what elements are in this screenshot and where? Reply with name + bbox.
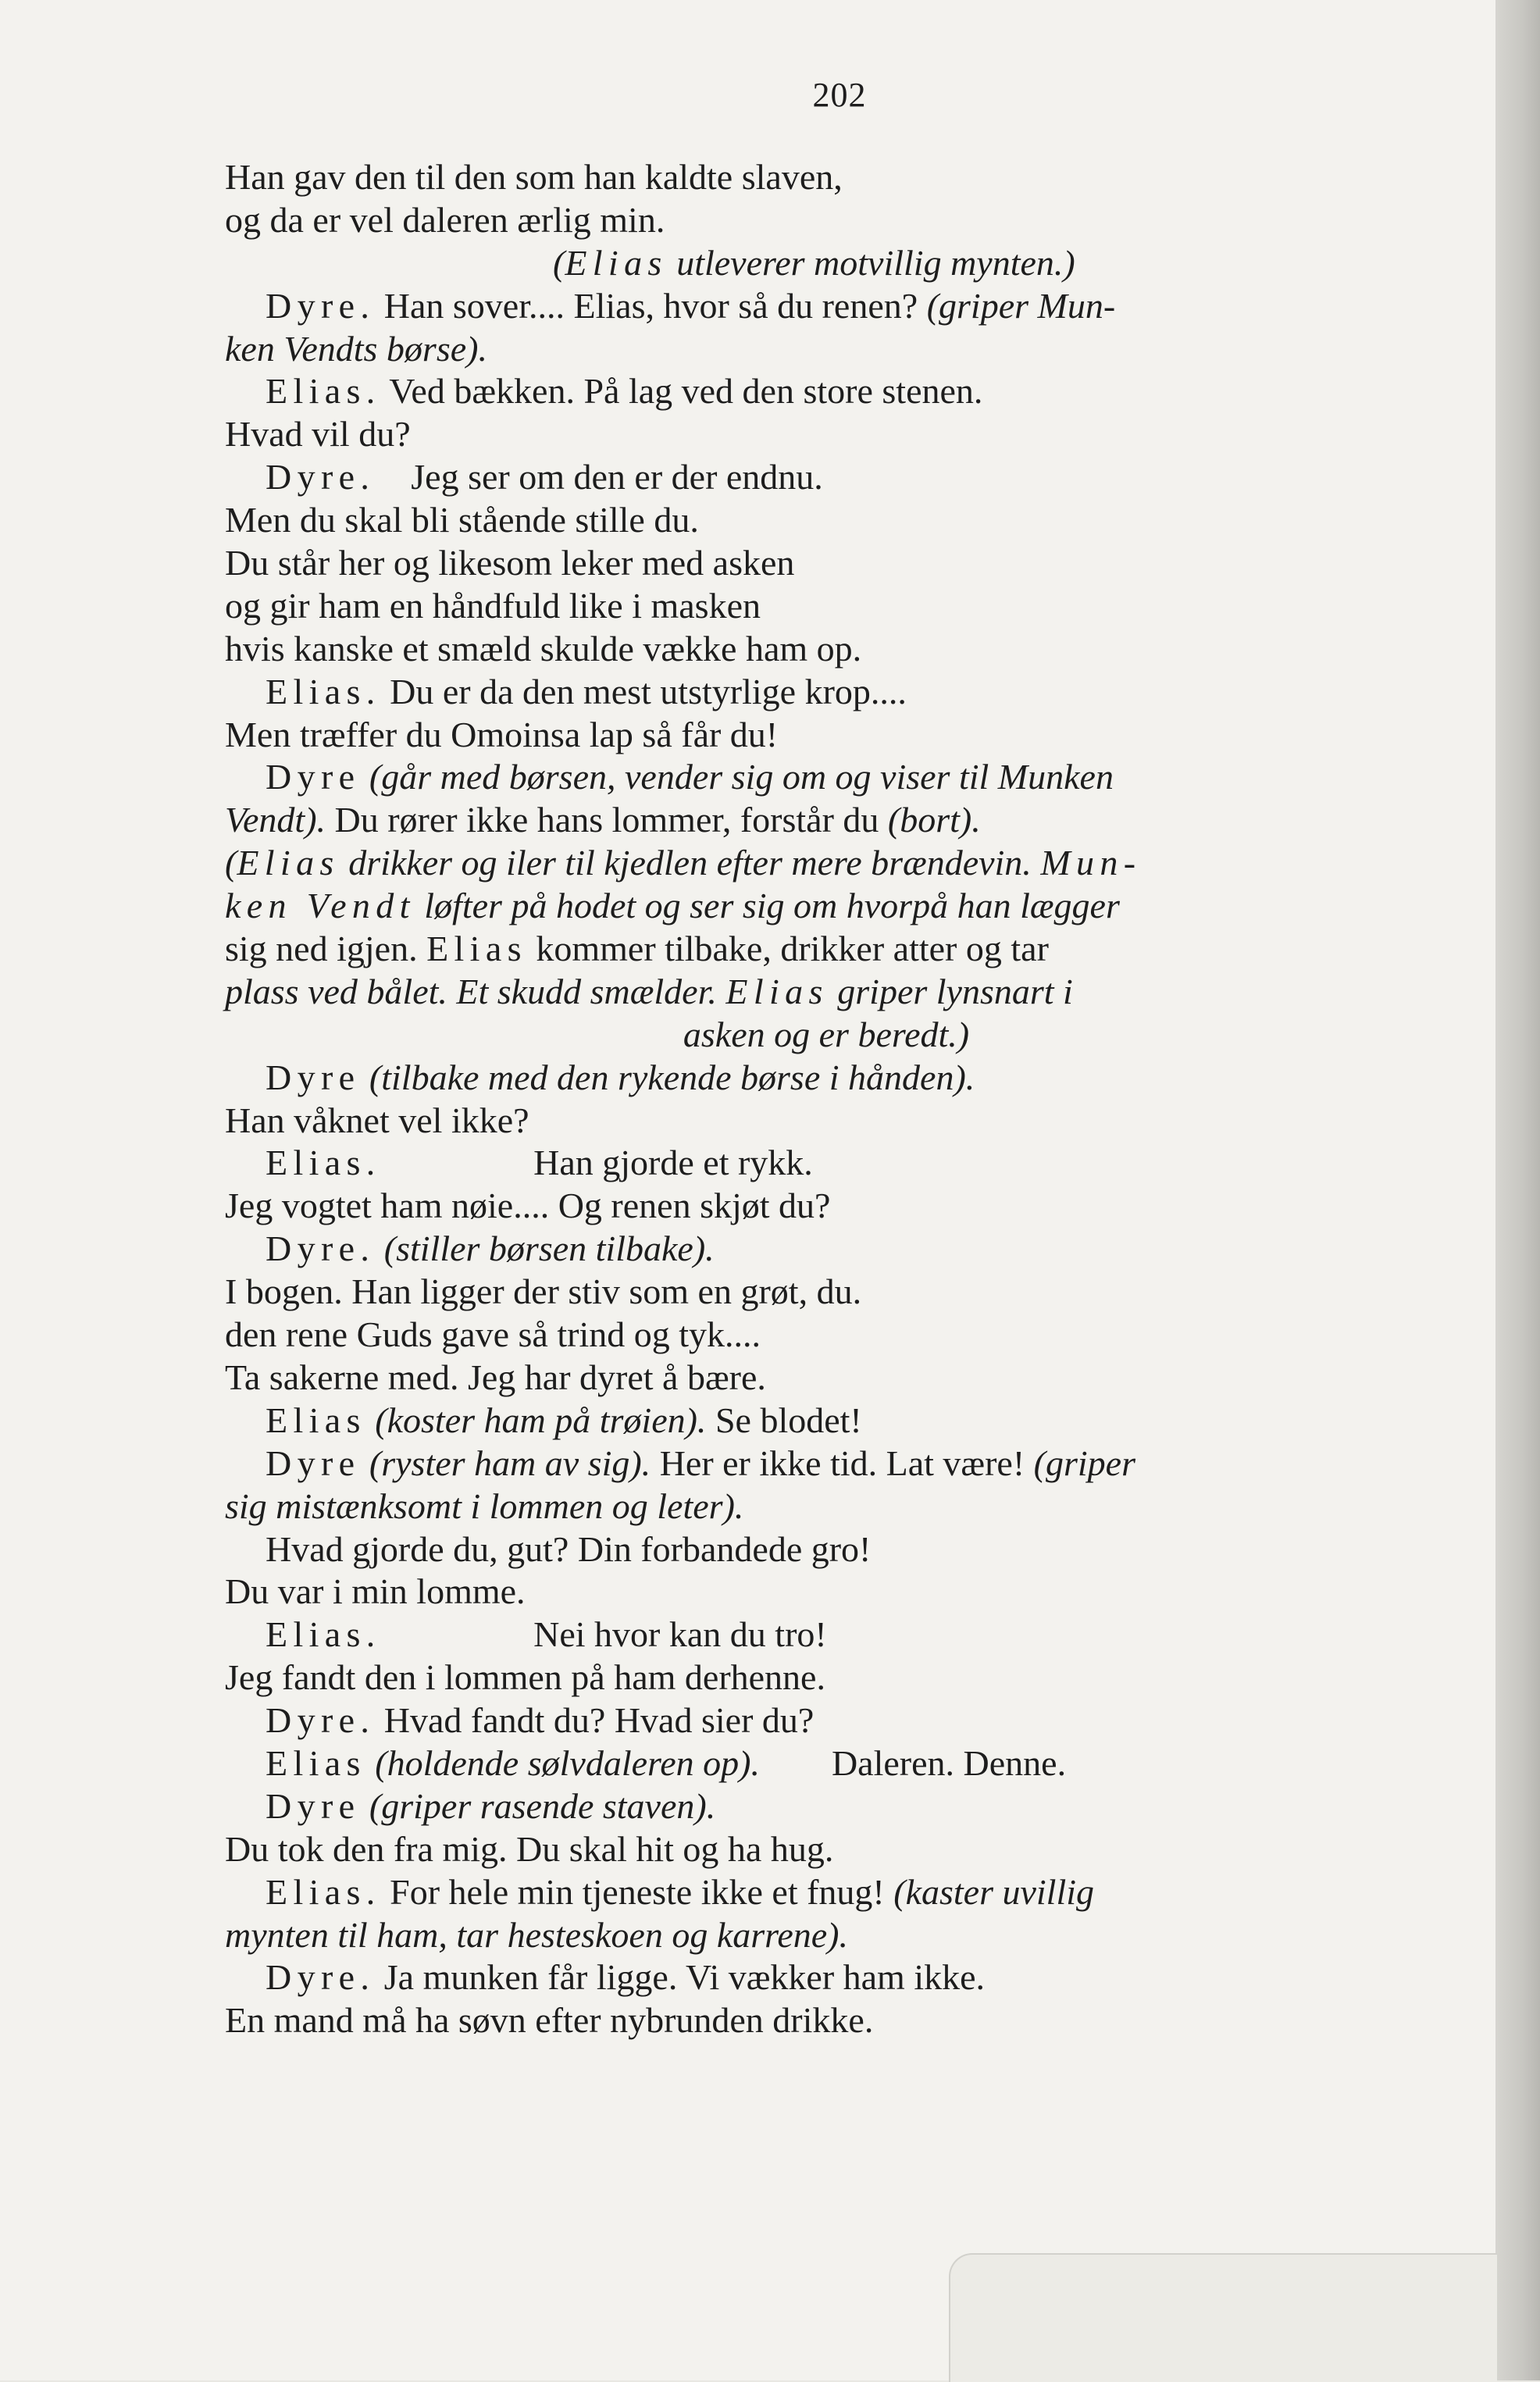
speaker-name: Elias — [565, 242, 668, 283]
stage-direction: (griper rasende staven). — [360, 1785, 716, 1826]
dialogue-text: Du tok den fra mig. Du skal hit og ha hug. — [225, 1828, 834, 1869]
dialogue-text: Hvad gjorde du, gut? Din forbandede gro! — [266, 1528, 872, 1569]
speaker-name: Dyre. — [266, 1228, 376, 1269]
stage-direction: utleverer motvillig mynten.) — [667, 242, 1075, 283]
text-line — [225, 671, 1428, 714]
text-line — [225, 156, 1428, 199]
dialogue-text: Nei hvor kan du tro! — [380, 1614, 827, 1655]
speaker-name: Elias — [426, 929, 527, 969]
speaker-name: Dyre. — [266, 1700, 376, 1741]
text-line — [225, 1656, 1428, 1699]
stage-direction: (ryster ham av sig). — [360, 1442, 651, 1483]
text-line — [225, 1057, 1428, 1100]
text-line — [225, 1914, 1428, 1957]
text-line — [225, 928, 1428, 971]
text-line — [225, 1014, 1428, 1057]
stage-direction: (stiller børsen tilbake). — [375, 1228, 715, 1269]
stage-direction: (griper Mun- — [926, 285, 1116, 326]
stage-direction: asken og er beredt.) — [683, 1014, 970, 1054]
dialogue-text: Hvad vil du? — [225, 414, 411, 455]
dialogue-text: Jeg vogtet ham nøie.... Og renen skjøt du? — [225, 1186, 831, 1226]
speaker-name: Elias — [237, 843, 340, 883]
speaker-name: Mun- — [1040, 843, 1142, 883]
text-line — [225, 285, 1428, 328]
dialogue-text: Jeg fandt den i lommen på ham derhenne. — [225, 1657, 825, 1698]
text-line — [225, 714, 1428, 757]
dialogue-text: Han gav den til den som han kaldte slaven, — [225, 157, 843, 197]
dialogue-text: For hele min tjeneste ikke et fnug! — [380, 1871, 894, 1912]
dialogue-text: Daleren. Denne. — [759, 1742, 1067, 1783]
speaker-name: Elias — [266, 1400, 366, 1440]
dialogue-text: Han våknet vel ikke? — [225, 1100, 529, 1140]
speaker-name: Elias. — [266, 371, 381, 412]
stage-direction: ( — [553, 242, 565, 283]
stage-direction: griper lynsnart i — [828, 971, 1073, 1011]
text-line — [225, 1100, 1428, 1143]
speaker-name: ken Vendt — [225, 886, 415, 926]
text-line — [225, 1228, 1428, 1271]
text-line — [225, 1956, 1428, 1999]
text-line — [225, 1999, 1428, 2042]
text-line — [225, 413, 1428, 456]
stage-direction: drikker og iler til kjedlen efter mere brændevin. — [339, 843, 1041, 883]
stage-direction: (bort). — [887, 800, 981, 840]
dialogue-text: Han gjorde et rykk. — [380, 1143, 813, 1183]
play-text — [225, 156, 1428, 2042]
dialogue-text: Du er da den mest utstyrlige krop.... — [380, 671, 907, 711]
text-line — [225, 499, 1428, 542]
speaker-name: Dyre. — [266, 1957, 376, 1998]
text-line — [225, 1871, 1428, 1914]
text-line — [225, 1314, 1428, 1357]
text-line — [225, 328, 1428, 371]
dialogue-text: Men du skal bli stående stille du. — [225, 500, 699, 540]
text-line — [225, 585, 1428, 628]
dialogue-text: Jeg ser om den er der endnu. — [375, 457, 823, 497]
book-spine — [1495, 0, 1540, 2380]
dialogue-text: og da er vel daleren ærlig min. — [225, 199, 665, 240]
text-line — [225, 1142, 1428, 1185]
stage-direction: løfter på hodet og ser sig om hvorpå han lægger — [415, 886, 1120, 926]
text-line — [225, 1528, 1428, 1571]
speaker-name: Dyre. — [266, 285, 376, 326]
text-line — [225, 1400, 1428, 1442]
dialogue-text: Her er ikke tid. Lat være! — [651, 1442, 1034, 1483]
speaker-name: Elias — [725, 971, 829, 1011]
dialogue-text: Han sover.... Elias, hvor så du renen? — [375, 285, 927, 326]
speaker-name: Elias — [266, 1742, 366, 1783]
stage-direction: ( — [225, 843, 237, 883]
speaker-name: Elias. — [266, 1871, 381, 1912]
dialogue-text: Du var i min lomme. — [225, 1571, 526, 1612]
speaker-name: Elias. — [266, 671, 381, 711]
text-line — [225, 1571, 1428, 1614]
speaker-name: Dyre — [266, 1442, 361, 1483]
dialogue-text: Du står her og likesom leker med asken — [225, 543, 795, 583]
dialogue-text: Ved bækken. På lag ved den store stenen. — [380, 371, 983, 412]
stage-direction: (griper — [1033, 1442, 1135, 1483]
text-line — [225, 756, 1428, 799]
dialogue-text: den rene Guds gave så trind og tyk.... — [225, 1314, 761, 1355]
speaker-name: Dyre — [266, 1057, 361, 1097]
page-corner-tab — [949, 2253, 1497, 2382]
text-line — [225, 242, 1428, 285]
text-line — [225, 1699, 1428, 1742]
text-line — [225, 628, 1428, 671]
stage-direction: (holdende sølvdaleren op). — [365, 1742, 760, 1783]
speaker-name: Dyre. — [266, 457, 376, 497]
text-line — [225, 799, 1428, 842]
text-line — [225, 1271, 1428, 1314]
dialogue-text: En mand må ha søvn efter nybrunden drikke. — [225, 2000, 874, 2041]
stage-direction: mynten til ham, tar hesteskoen og karrene). — [225, 1914, 848, 1955]
text-line — [225, 885, 1428, 928]
dialogue-text: Ja munken får ligge. Vi vækker ham ikke. — [375, 1957, 986, 1998]
dialogue-text: Ta sakerne med. Jeg har dyret å bære. — [225, 1357, 766, 1397]
stage-direction: Vendt). — [225, 800, 326, 840]
page-number: 202 — [812, 76, 867, 114]
text-line — [225, 370, 1428, 413]
text-line — [225, 1357, 1428, 1400]
dialogue-text: og gir ham en håndfuld like i masken — [225, 585, 761, 626]
text-line — [225, 1442, 1428, 1485]
dialogue-text: Du rører ikke hans lommer, forstår du — [326, 800, 888, 840]
text-line — [225, 1742, 1428, 1785]
stage-direction: (koster ham på trøien). — [365, 1400, 707, 1440]
stage-direction: (tilbake med den rykende børse i hånden). — [360, 1057, 975, 1097]
speaker-name: Elias. — [266, 1143, 381, 1183]
text-line — [225, 199, 1428, 242]
text-line — [225, 1614, 1428, 1656]
text-line — [225, 1185, 1428, 1228]
dialogue-text: Hvad fandt du? Hvad sier du? — [375, 1700, 815, 1741]
stage-direction: (går med børsen, vender sig om og viser til Munken — [360, 757, 1114, 797]
dialogue-text: hvis kanske et smæld skulde vække ham op. — [225, 628, 862, 669]
dialogue-text: kommer tilbake, drikker atter og tar — [526, 929, 1049, 969]
speaker-name: Dyre — [266, 1785, 361, 1826]
text-line — [225, 842, 1428, 885]
text-line — [225, 1828, 1428, 1871]
text-line — [225, 456, 1428, 499]
text-line — [225, 971, 1428, 1014]
text-line — [225, 542, 1428, 585]
speaker-name: Dyre — [266, 757, 361, 797]
text-line — [225, 1785, 1428, 1828]
text-line — [225, 1485, 1428, 1528]
stage-direction: sig mistænksomt i lommen og leter). — [225, 1485, 744, 1526]
stage-direction: ken Vendts børse). — [225, 328, 487, 369]
dialogue-text: I bogen. Han ligger der stiv som en grøt, du. — [225, 1271, 862, 1312]
stage-direction: plass ved bålet. Et skudd smælder. — [225, 971, 726, 1011]
dialogue-text: Men træffer du Omoinsa lap så får du! — [225, 714, 779, 754]
stage-direction: (kaster uvillig — [893, 1871, 1095, 1912]
speaker-name: Elias. — [266, 1614, 381, 1655]
dialogue-text: Se blodet! — [706, 1400, 862, 1440]
dialogue-text: sig ned igjen. — [225, 929, 427, 969]
